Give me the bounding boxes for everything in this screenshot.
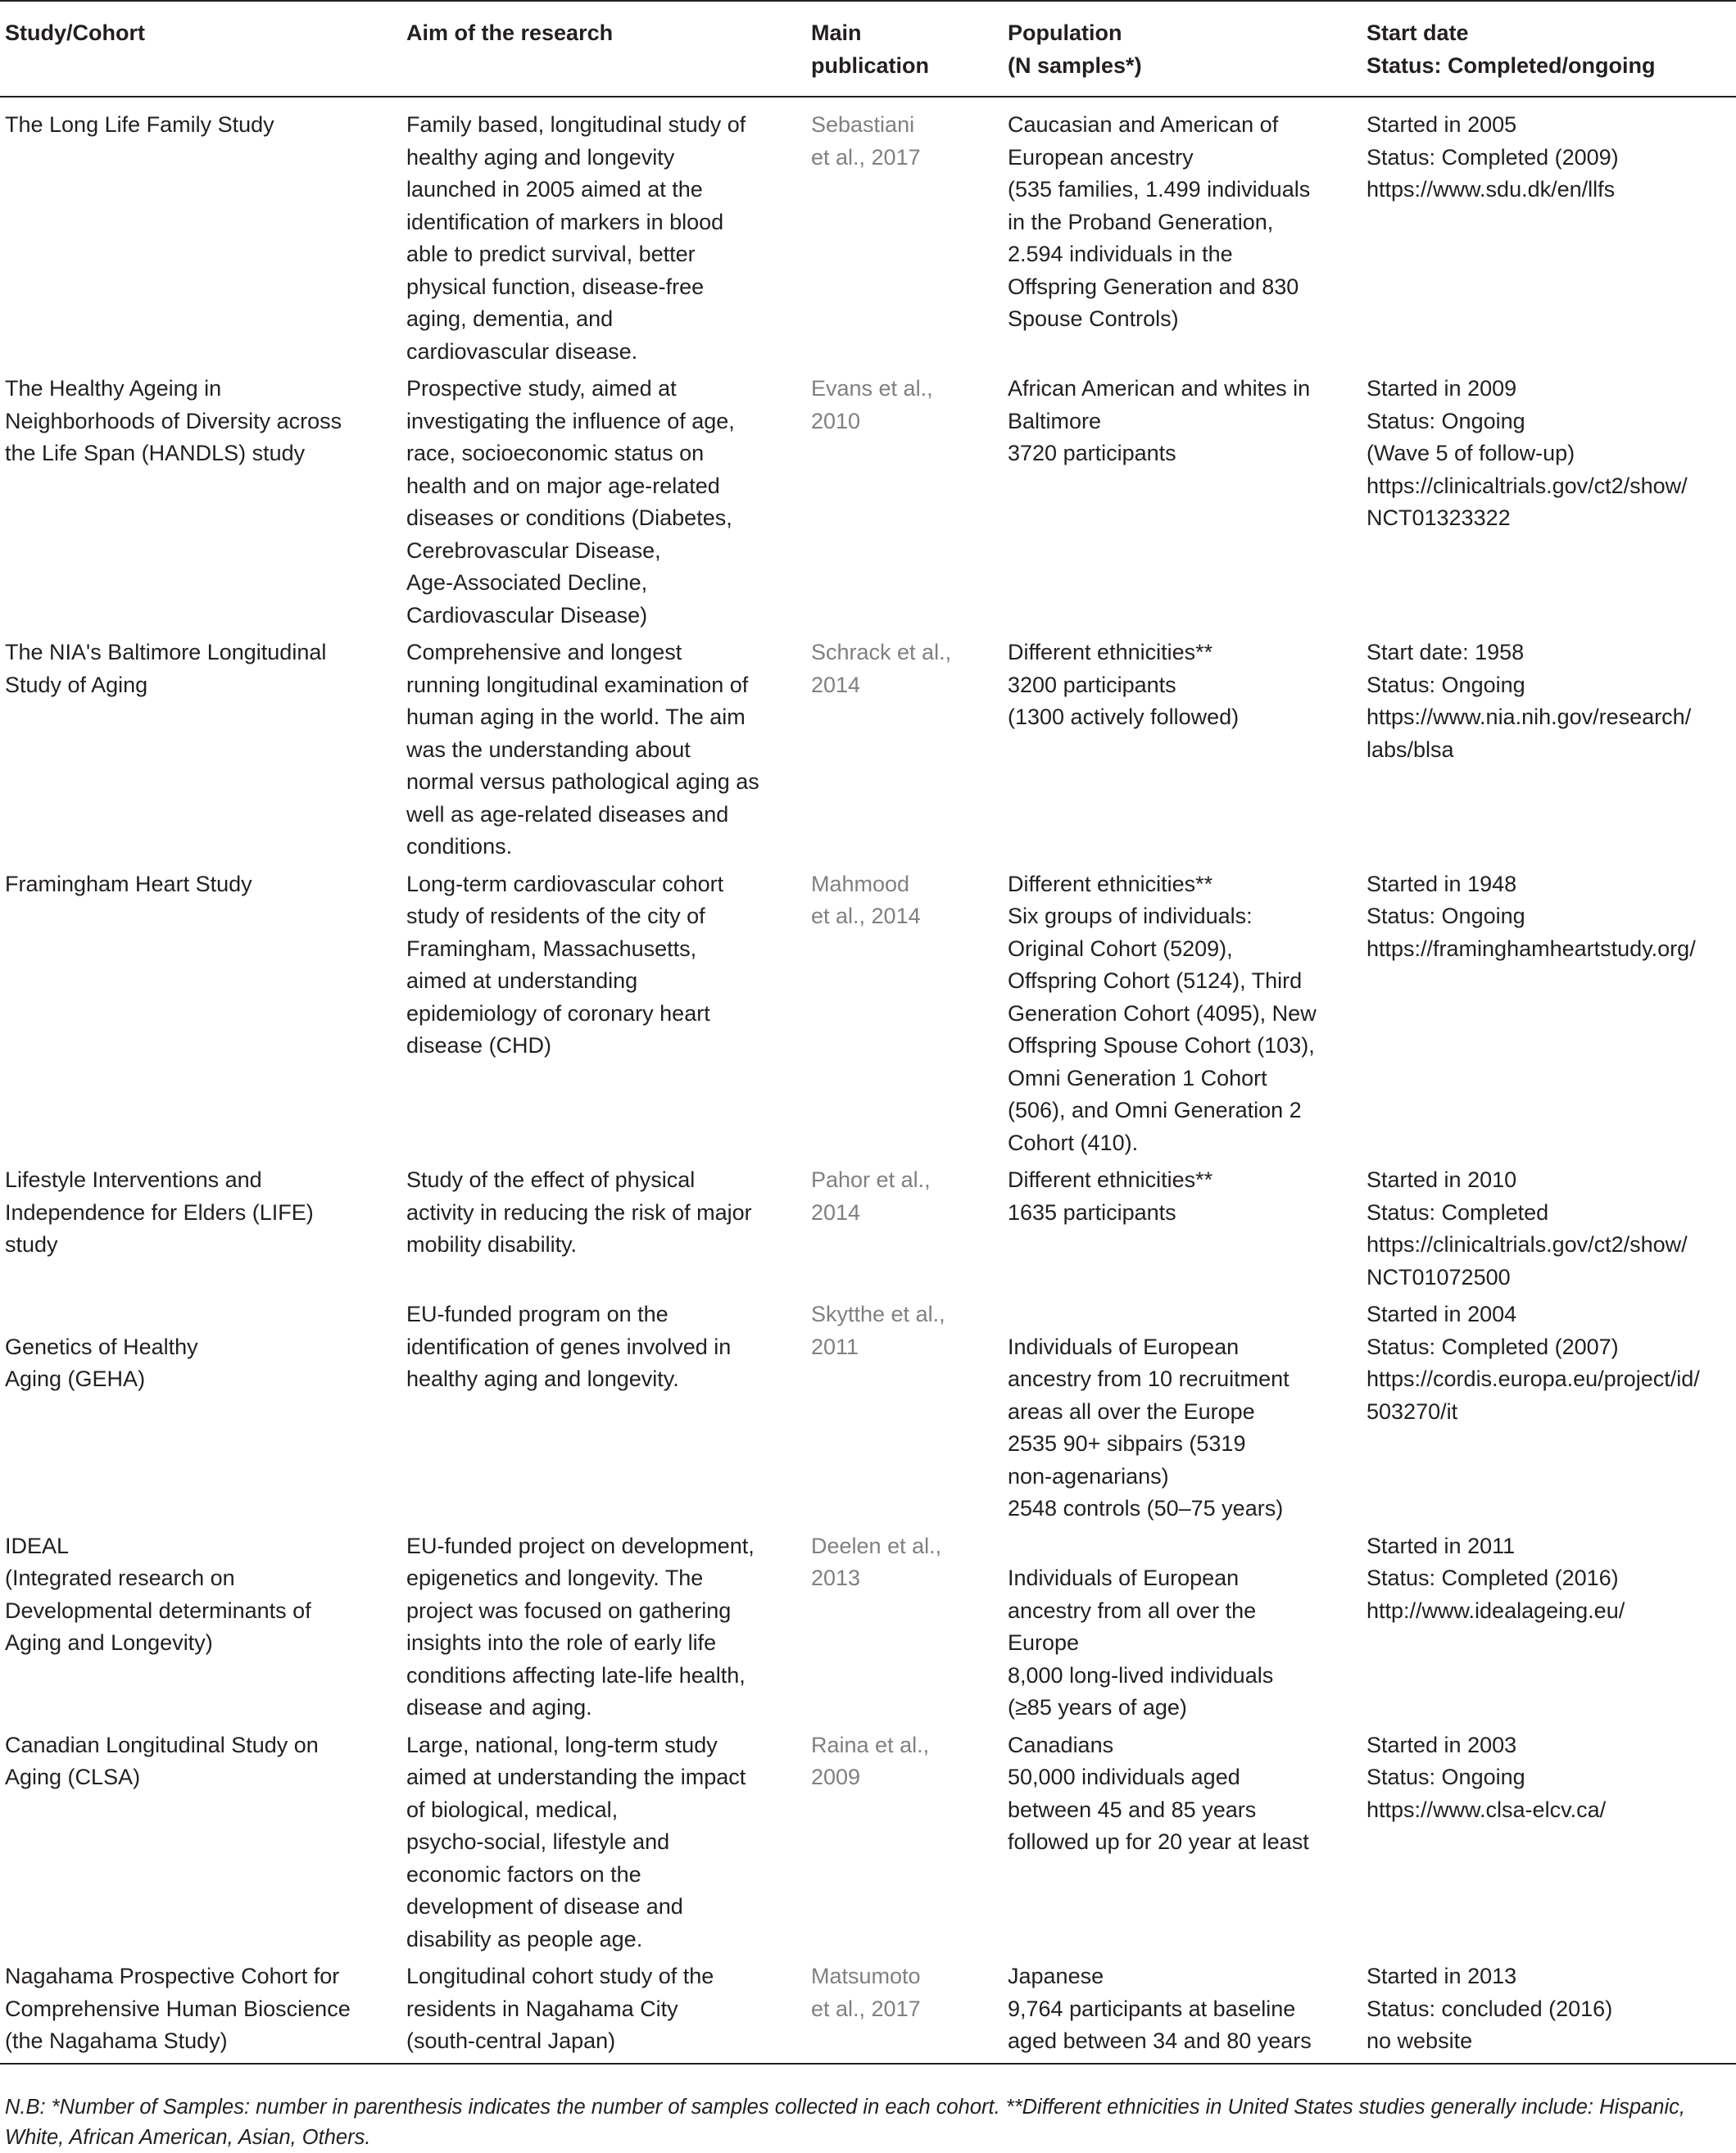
table-row bbox=[0, 1299, 1736, 1530]
table-row bbox=[0, 373, 1736, 637]
cell-publication[interactable]: Schrack et al., 2014 bbox=[811, 640, 952, 697]
cell-status: Started in 2009 Status: Ongoing (Wave 5 of follow-up) https://clinicaltrials.gov/ct2/show/ NCT01323322 bbox=[1367, 376, 1688, 530]
cell-study: The NIA's Baltimore Longitudinal Study of Aging bbox=[5, 640, 327, 697]
cell-status: Started in 1948 Status: Ongoing https://framinghamheartstudy.org/ bbox=[1367, 871, 1696, 961]
cell-publication[interactable]: Pahor et al., 2014 bbox=[811, 1167, 931, 1225]
cell-population: Different ethnicities** 1635 participants bbox=[1008, 1167, 1213, 1225]
header-row bbox=[0, 1, 1736, 97]
table-row bbox=[0, 1164, 1736, 1299]
table-row bbox=[0, 1530, 1736, 1729]
cell-status: Started in 2005 Status: Completed (2009) https://www.sdu.dk/en/llfs bbox=[1367, 112, 1619, 202]
cell-study: Lifestyle Interventions and Independence for Elders (LIFE) study bbox=[5, 1167, 314, 1257]
cell-status: Start date: 1958 Status: Ongoing https://www.nia.nih.gov/research/ labs/blsa bbox=[1367, 640, 1692, 762]
cell-publication[interactable]: Evans et al., 2010 bbox=[811, 376, 933, 433]
cell-publication[interactable]: Matsumoto et al., 2017 bbox=[806, 1960, 1003, 2064]
cell-study: IDEAL (Integrated research on Developmental determinants of Aging and Longevity) bbox=[5, 1533, 311, 1655]
cell-population: Different ethnicities** 3200 participants (1300 actively followed) bbox=[1008, 640, 1240, 729]
cell-aim: Comprehensive and longest running longitudinal examination of human aging in the world. The aim was the understanding about normal versus pathological aging as well as age-related diseases and conditions. bbox=[406, 640, 759, 859]
cell-status: Started in 2003 Status: Ongoing https://www.clsa-elcv.ca/ bbox=[1367, 1732, 1607, 1822]
table-row bbox=[0, 637, 1736, 868]
header-aim: Aim of the research bbox=[401, 1, 806, 97]
cell-aim: Long-term cardiovascular cohort study of residents of the city of Framingham, Massachusetts, aimed at understanding epidemiology of coronary heart disease (CHD) bbox=[406, 871, 724, 1058]
cell-study: Nagahama Prospective Cohort for Comprehensive Human Bioscience (the Nagahama Study) bbox=[0, 1960, 401, 2064]
cell-publication[interactable]: Raina et al., 2009 bbox=[811, 1732, 930, 1789]
cell-population: Caucasian and American of European ancestry (535 families, 1.499 individuals in the Proband Generation, 2.594 individuals in the Offspring Generation and 830 Spouse Controls) bbox=[1008, 112, 1311, 331]
table-body bbox=[0, 97, 1736, 2064]
cell-aim: EU-funded project on development, epigenetics and longevity. The project was focused on gathering insights into the role of early life conditions affecting late-life health, disease and aging. bbox=[406, 1533, 755, 1720]
cell-status: Started in 2010 Status: Completed https://clinicaltrials.gov/ct2/show/ NCT01072500 bbox=[1367, 1167, 1688, 1290]
table-row bbox=[0, 97, 1736, 373]
table-footnote: N.B: *Number of Samples: number in parenthesis indicates the number of samples collected in each cohort. **Different ethnicities in United States studies generally include: Hispanic, White, African American, Asian, Others. bbox=[5, 2096, 1685, 2149]
cell-aim: Large, national, long-term study aimed at understanding the impact of biological, medical, psycho-social, lifestyle and economic factors on the development of disease and disability as people age. bbox=[406, 1732, 746, 1951]
header-main-publication: Main publication bbox=[806, 1, 1003, 97]
cell-population: Individuals of European ancestry from 10 recruitment areas all over the Europe 2535 90+ sibpairs (5319 non-agenarians) 2548 controls (50–75 years) bbox=[1008, 1334, 1290, 1521]
cell-population: Different ethnicities** Six groups of individuals: Original Cohort (5209), Offspring Cohort (5124), Third Generation Cohort (4095), New Offspring Spouse Cohort (103), Omni Generation 1 Cohort (506), and Omni Generation 2 Cohort (410). bbox=[1008, 871, 1317, 1155]
cell-publication[interactable]: Skytthe et al., 2011 bbox=[811, 1302, 945, 1359]
cell-population: Japanese 9,764 participants at baseline aged between 34 and 80 years bbox=[1003, 1960, 1362, 2064]
cell-aim: Prospective study, aimed at investigating the influence of age, race, socioeconomic status on health and on major age-related diseases or conditions (Diabetes, Cerebrovascular Disease, Age-Associated Decline, Cardiovascular Disease) bbox=[406, 376, 735, 628]
cell-status: Started in 2004 Status: Completed (2007) https://cordis.europa.eu/project/id/ 503270/it bbox=[1367, 1302, 1700, 1424]
cell-study: The Long Life Family Study bbox=[5, 112, 274, 137]
cell-aim: EU-funded program on the identification of genes involved in healthy aging and longevity. bbox=[406, 1302, 732, 1391]
cell-publication[interactable]: Deelen et al., 2013 bbox=[811, 1533, 942, 1590]
cell-population: Canadians 50,000 individuals aged between 45 and 85 years followed up for 20 year at least bbox=[1008, 1732, 1309, 1854]
cell-publication[interactable]: Mahmood et al., 2014 bbox=[811, 871, 921, 928]
cell-study: Canadian Longitudinal Study on Aging (CLSA) bbox=[5, 1732, 319, 1789]
cell-study: Framingham Heart Study bbox=[5, 871, 252, 896]
cell-status: Started in 2011 Status: Completed (2016) http://www.idealageing.eu/ bbox=[1367, 1533, 1625, 1623]
table-row bbox=[0, 868, 1736, 1165]
cell-population: Individuals of European ancestry from all over the Europe 8,000 long-lived individuals (≥85 years of age) bbox=[1008, 1566, 1274, 1720]
cell-aim: Study of the effect of physical activity in reducing the risk of major mobility disability. bbox=[406, 1167, 752, 1257]
cell-study: Genetics of Healthy Aging (GEHA) bbox=[5, 1334, 198, 1391]
table-row bbox=[0, 1960, 1736, 2064]
cell-study: The Healthy Ageing in Neighborhoods of Diversity across the Life Span (HANDLS) study bbox=[5, 376, 342, 465]
cell-aim: Longitudinal cohort study of the residents in Nagahama City (south-central Japan) bbox=[401, 1960, 806, 2064]
header-study-cohort: Study/Cohort bbox=[0, 1, 401, 97]
header-population: Population (N samples*) bbox=[1003, 1, 1362, 97]
cell-population: African American and whites in Baltimore 3720 participants bbox=[1008, 376, 1311, 465]
cell-status: Started in 2013 Status: concluded (2016) no website bbox=[1362, 1960, 1736, 2064]
cell-publication[interactable]: Sebastiani et al., 2017 bbox=[811, 112, 921, 170]
table-row bbox=[0, 1729, 1736, 1961]
cell-aim: Family based, longitudinal study of healthy aging and longevity launched in 2005 aimed at the identification of markers in blood able to predict survival, better physical function, disease-free aging, dementia, and cardiovascular disease. bbox=[406, 112, 746, 364]
table-header bbox=[0, 1, 1736, 97]
header-start-date-status: Start date Status: Completed/ongoing bbox=[1362, 1, 1736, 97]
